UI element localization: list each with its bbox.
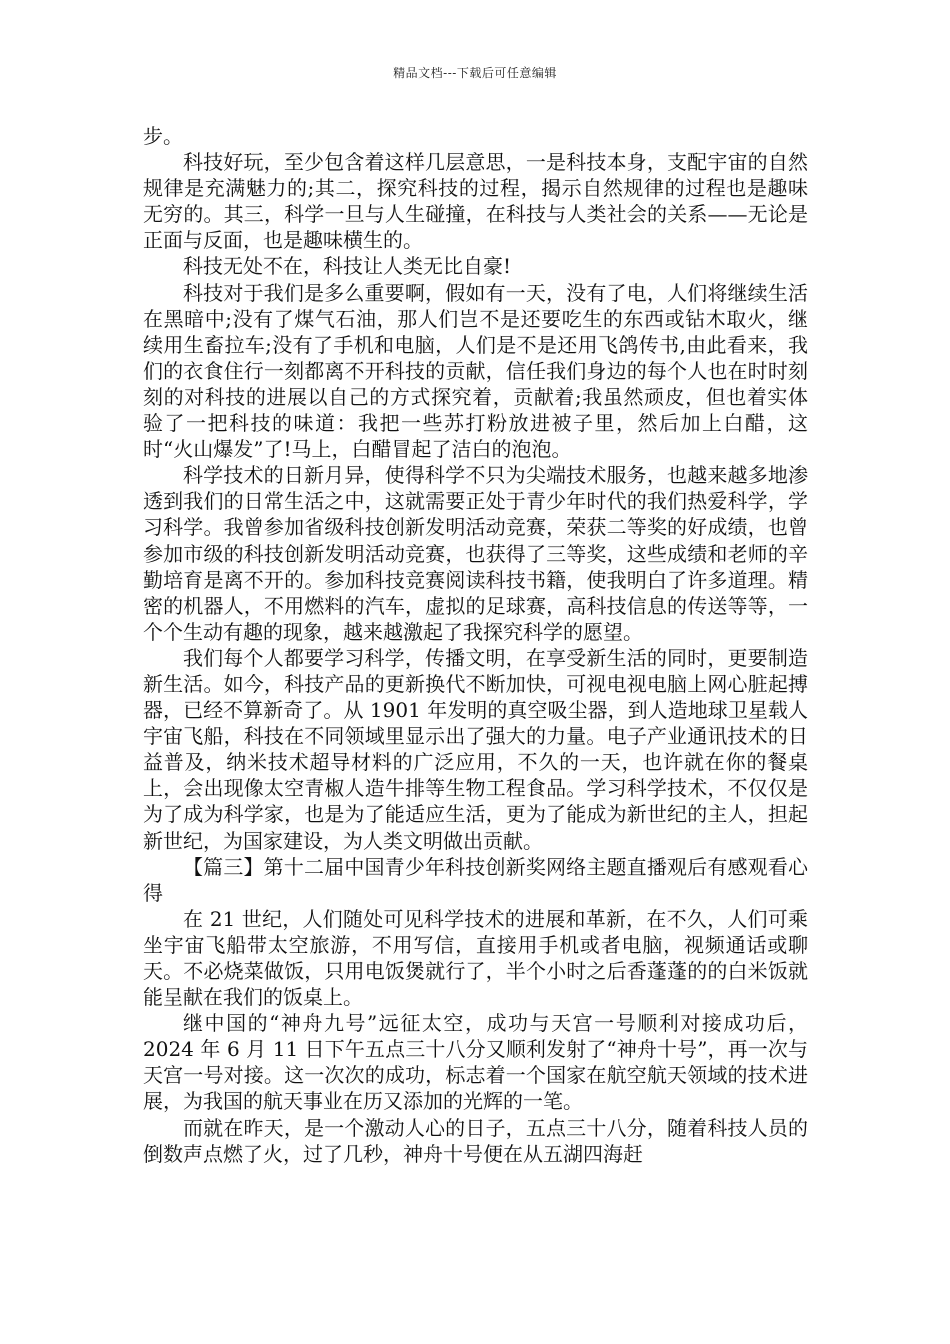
- document-body: [143, 123, 808, 1167]
- paragraph-continuation: 步。: [143, 124, 183, 148]
- paragraph: 科技好玩，至少包含着这样几层意思，一是科技本身，支配宇宙的自然规律是充满魅力的;其二，探究科技的过程，揭示自然规律的过程也是趣味无穷的。其三，科学一旦与人生碰撞，在科技与人类社会的关系——无论是正面与反面，也是趣味横生的。: [143, 150, 808, 253]
- paragraph: 在 21 世纪，人们随处可见科学技术的进展和革新，在不久，人们可乘坐宇宙飞船带太空旅游，不用写信，直接用手机或者电脑，视频通话或聊天。不必烧菜做饭，只用电饭煲就行了，半个小时之后香蓬蓬的的白米饭就能呈献在我们的饭桌上。: [143, 906, 808, 1010]
- paragraph: 科学技术的日新月异，使得科学不只为尖端技术服务，也越来越多地渗透到我们的日常生活之中，这就需要正处于青少年时代的我们热爱科学，学习科学。我曾参加省级科技创新发明活动竞赛，荣获二等奖的好成绩，也曾参加市级的科技创新发明活动竞赛，也获得了三等奖，这些成绩和老师的辛勤培育是离不开的。参加科技竞赛阅读科技书籍，使我明白了许多道理。精密的机器人，不用燃料的汽车，虚拟的足球赛，高科技信息的传送等等，一个个生动有趣的现象，越来越激起了我探究科学的愿望。: [143, 463, 808, 644]
- paragraph: 而就在昨天，是一个激动人心的日子，五点三十八分，随着科技人员的倒数声点燃了火，过了几秒，神舟十号便在从五湖四海赶: [143, 1115, 808, 1166]
- paragraph: 科技无处不在，科技让人类无比自豪!: [183, 254, 512, 279]
- paragraph: 继中国的“神舟九号”远征太空，成功与天宫一号顺利对接成功后，2024 年 6 月 11 日下午五点三十八分又顺利发射了“神舟十号”，再一次与天宫一号对接。这一次次的成功，标志着一个国家在航空航天领域的技术进展，为我国的航天事业在历又添加的光辉的一笔。: [143, 1011, 808, 1114]
- section-heading: 【篇三】第十二届中国青少年科技创新奖网络主题直播观后有感观看心得: [143, 854, 808, 905]
- paragraph: 科技对于我们是多么重要啊，假如有一天，没有了电，人们将继续生活在黑暗中;没有了煤气石油，那人们岂不是还要吃生的东西或钻木取火，继续用生畜拉车;没有了手机和电脑，人们是不是还用飞鸽传书,由此看来，我们的衣食住行一刻都离不开科技的贡献，信任我们身边的每个人也在时时刻刻的对科技的进展以自己的方式探究着，贡献着;我虽然顽皮，但也着实体验了一把科技的味道：我把一些苏打粉放进被子里，然后加上白醋，这时“火山爆发”了!马上，白醋冒起了洁白的泡泡。: [143, 280, 808, 462]
- page-header: 精品文档---下载后可任意编辑: [393, 66, 557, 80]
- paragraph: 我们每个人都要学习科学，传播文明，在享受新生活的同时，更要制造新生活。如今，科技产品的更新换代不断加快，可视电视电脑上网心脏起搏器，已经不算新奇了。从 1901 年发明的真空吸尘器，到人造地球卫星载人宇宙飞船，科技在不同领域里显示出了强大的力量。电子产业通讯技术的日益普及，纳米技术超导材料的广泛应用，不久的一天，也许就在你的餐桌上，会出现像太空青椒人造牛排等生物工程食品。学习科学技术，不仅仅是为了成为科学家，也是为了能适应生活，更为了能成为新世纪的主人，担起新世纪，为国家建设，为人类文明做出贡献。: [143, 645, 808, 853]
